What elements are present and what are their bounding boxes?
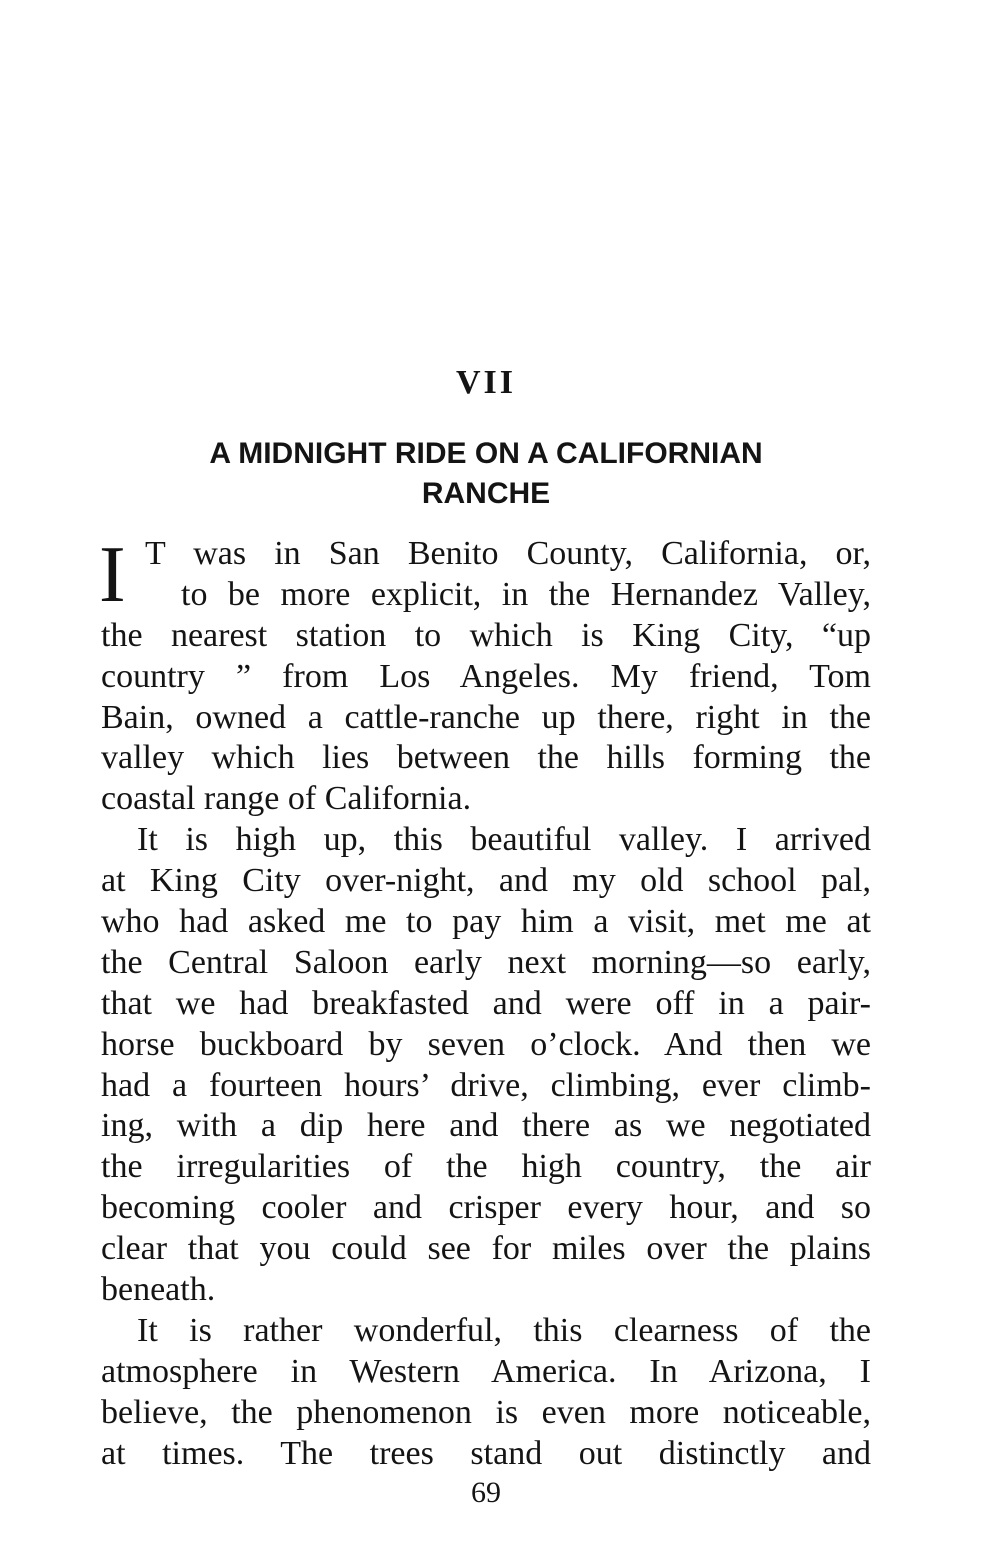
paragraph-3-line-1: It is rather wonderful, this clearness of the [137,1311,871,1349]
paragraph-1-line-5: Bain, owned a cattle-ranche up there, right in the [101,698,871,736]
paragraph-2-line-8: ing, with a dip here and there as we negotiated [101,1107,871,1145]
paragraph-2-line-11: clear that you could see for miles over the plains [101,1230,871,1268]
paragraph-3-line-2: atmosphere in Western America. In Arizona, I [101,1352,871,1390]
paragraph-2-line-1: It is high up, this beautiful valley. I arrived [137,821,871,859]
line-1-text: T was in San Benito County, California, or, [145,535,871,572]
chapter-title-line-1: A MIDNIGHT RIDE ON A CALIFORNIAN [209,437,763,470]
paragraph-2-line-12: beneath. [101,1271,216,1309]
paragraph-1-line-6: valley which lies between the hills forming the [101,739,871,777]
page-number: 69 [471,1476,501,1509]
chapter-number: VII [455,364,517,401]
paragraph-1-line-7: coastal range of California. [101,780,472,818]
paragraph-2-line-5: that we had breakfasted and were off in a pair- [101,984,871,1022]
paragraph-1-line-4: country ” from Los Angeles. My friend, Tom [101,657,871,695]
paragraph-2-line-3: who had asked me to pay him a visit, met me at [101,903,871,941]
paragraph-1-line-3: the nearest station to which is King City, “up [101,616,871,654]
chapter-title [100,434,872,514]
paragraph-2-line-7: had a fourteen hours’ drive, climbing, ever climb- [101,1066,871,1104]
paragraph-2-line-4: the Central Saloon early next morning—so early, [101,943,871,981]
paragraph-2-line-10: becoming cooler and crisper every hour, and so [101,1189,871,1227]
body-text [99,531,871,1474]
drop-cap: I [99,531,126,619]
chapter-title-line-2: RANCHE [421,477,551,510]
paragraph-2-line-2: at King City over-night, and my old school pal, [101,862,871,900]
paragraph-1-line-2: to be more explicit, in the Hernandez Valley, [181,575,871,613]
paragraph-2-line-6: horse buckboard by seven o’clock. And then we [101,1025,871,1063]
paragraph-3-line-4: at times. The trees stand out distinctly and [101,1434,871,1472]
paragraph-3-line-3: believe, the phenomenon is even more noticeable, [101,1393,871,1431]
paragraph-2-line-9: the irregularities of the high country, the air [101,1148,871,1186]
